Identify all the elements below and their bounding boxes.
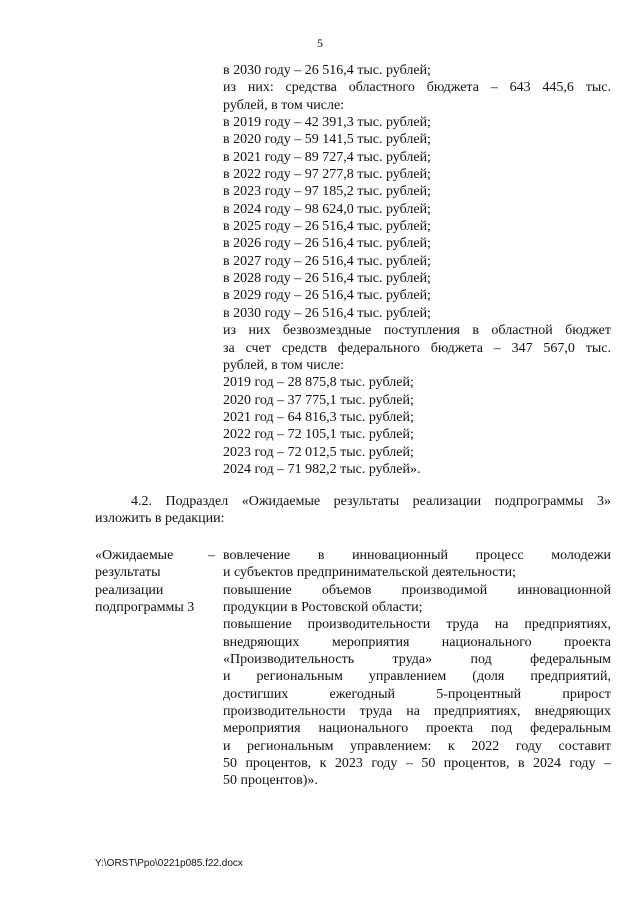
section-paragraph-line: 4.2. Подраздел «Ожидаемые результаты реализации подпрограммы 3» [131,494,611,509]
financing-line: 2020 год – 37 775,1 тыс. рублей; [223,392,414,408]
results-label-line: «Ожидаемые [95,548,174,563]
financing-line: в 2027 году – 26 516,4 тыс. рублей; [223,253,431,269]
results-content-line: продукции в Ростовской области; [223,600,423,616]
financing-line: в 2030 году – 26 516,4 тыс. рублей; [223,305,431,321]
financing-line: 2019 год – 28 875,8 тыс. рублей; [223,375,414,391]
results-label-line: результаты [95,565,161,581]
financing-line: 2023 год – 72 012,5 тыс. рублей; [223,444,414,460]
financing-line: в 2022 году – 97 277,8 тыс. рублей; [223,167,431,183]
financing-line: из них безвозмездные поступления в областной бюджет [223,323,611,339]
financing-line: в 2019 году – 42 391,3 тыс. рублей; [223,115,431,131]
results-content-line: и региональным управлением (доля предприятий, [223,669,611,685]
financing-line: в 2020 году – 59 141,5 тыс. рублей; [223,132,431,148]
financing-line: 2024 год – 71 982,2 тыс. рублей». [223,461,421,477]
results-content-line: повышение производительности труда на предприятиях, [223,617,611,633]
page-number: 5 [317,36,323,50]
financing-line: в 2021 году – 89 727,4 тыс. рублей; [223,149,431,165]
results-content-line: 50 процентов, к 2023 году – 50 процентов, в 2024 году – [223,756,611,772]
file-path-footer: Y:\ORST\Ppo\0221p085.f22.docx [95,858,243,869]
results-label [95,547,210,616]
results-content-line: достигших ежегодный 5-процентный прирост [223,686,611,702]
results-dash: – [208,548,215,563]
results-content-line: повышение объемов производимой инновационной [223,582,611,598]
results-content-line: мероприятия национального проекта под федеральным [223,721,611,737]
results-content-line: 50 процентов)». [223,773,318,789]
section-paragraph [95,493,611,528]
financing-line: в 2026 году – 26 516,4 тыс. рублей; [223,236,431,252]
financing-line: 2021 год – 64 816,3 тыс. рублей; [223,409,414,425]
results-label-line: реализации [95,582,164,598]
financing-line: рублей, в том числе: [223,357,345,373]
financing-line: в 2023 году – 97 185,2 тыс. рублей; [223,184,431,200]
section-paragraph-line: изложить в редакции: [95,511,225,527]
results-content-line: и региональным управлением: к 2022 году составит [223,738,611,754]
results-content-line: внедряющих мероприятия национального проекта [223,634,611,650]
financing-line: рублей, в том числе: [223,97,345,113]
financing-line: в 2028 году – 26 516,4 тыс. рублей; [223,271,431,287]
financing-line: 2022 год – 72 105,1 тыс. рублей; [223,427,414,443]
results-content-line: «Производительность труда» под федеральным [223,652,611,668]
results-content [223,547,611,790]
results-content-line: вовлечение в инновационный процесс молодежи [223,548,611,563]
financing-line: в 2029 году – 26 516,4 тыс. рублей; [223,288,431,304]
financing-line: в 2025 году – 26 516,4 тыс. рублей; [223,219,431,235]
results-content-line: и субъектов предпринимательской деятельности; [223,565,516,581]
results-content-line: производительности труда на предприятиях, внедряющих [223,704,611,720]
financing-line: из них: средства областного бюджета – 643 445,6 тыс. [223,80,611,96]
results-label-line: подпрограммы 3 [95,600,195,616]
financing-line: в 2024 году – 98 624,0 тыс. рублей; [223,201,431,217]
financing-line: за счет средств федерального бюджета – 347 567,0 тыс. [223,340,611,356]
financing-line: в 2030 году – 26 516,4 тыс. рублей; [223,63,431,78]
financing-block [223,62,611,478]
